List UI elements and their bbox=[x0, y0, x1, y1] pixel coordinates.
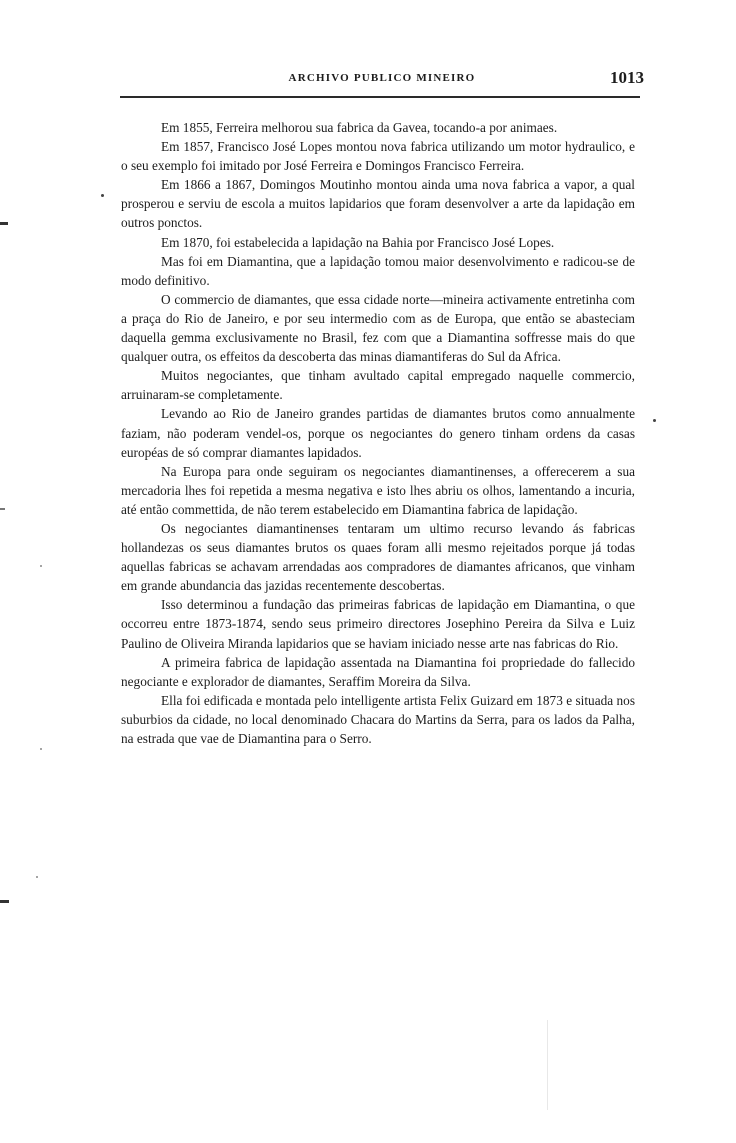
scan-margin-mark bbox=[0, 508, 5, 510]
paragraph: Em 1855, Ferreira melhorou sua fabrica da Gavea, tocando-a por animaes. bbox=[161, 120, 558, 135]
paragraph: Levando ao Rio de Janeiro grandes partidas de diamantes brutos como annualmente faziam, não poderam vendel-os, porque os negociantes do genero tinham ordens da casas européas de só comprar diamantes lapidados. bbox=[121, 406, 635, 460]
header-rule bbox=[120, 96, 640, 98]
scan-speck bbox=[36, 876, 38, 878]
paragraph: Mas foi em Diamantina, que a lapidação tomou maior desenvolvimento e radicou-se de modo definitivo. bbox=[121, 253, 635, 288]
scan-artifact-line bbox=[547, 1020, 548, 1110]
scan-speck bbox=[101, 194, 104, 197]
paragraph: A primeira fabrica de lapidação assentada na Diamantina foi propriedade do fallecido negociante e explorador de diamantes, Seraffim Moreira da Silva. bbox=[121, 654, 635, 689]
scan-margin-mark bbox=[0, 222, 8, 225]
page-header bbox=[120, 70, 644, 92]
scan-speck bbox=[653, 419, 656, 422]
paragraph: Na Europa para onde seguiram os negociantes diamantinenses, a offerecerem a sua mercadoria lhes foi repetida a mesma negativa e isto lhes abriu os olhos, lamentando a incuria, até então commettida, de não terem estabelecido em Diamantina fabrica de lapidação. bbox=[121, 463, 635, 517]
paragraph: Os negociantes diamantinenses tentaram um ultimo recurso levando ás fabricas hollandezas os seus diamantes brutos os quaes foram alli mesmo rejeitados porque já todas aquellas fabricas se achavam arrendadas aos compradores de diamantes africanos, que vinham em grande abundancia das jazidas recentemente descobertas. bbox=[121, 520, 635, 594]
scan-speck bbox=[40, 748, 42, 750]
paragraph: Muitos negociantes, que tinham avultado capital empregado naquelle commercio, arruinaram-se completamente. bbox=[121, 368, 635, 403]
body-text bbox=[121, 118, 635, 748]
scan-speck bbox=[40, 565, 42, 567]
page-number: 1013 bbox=[610, 68, 644, 87]
paragraph: Isso determinou a fundação das primeiras fabricas de lapidação em Diamantina, o que occorreu entre 1873-1874, sendo seus primeiro directores Josephino Pereira da Silva e Luiz Paulino de Oliveira Miranda lapidarios que se haviam iniciado nesse arte nas fabricas do Rio. bbox=[121, 597, 635, 651]
paragraph: Em 1870, foi estabelecida a lapidação na Bahia por Francisco José Lopes. bbox=[161, 234, 555, 250]
paragraph: Em 1857, Francisco José Lopes montou nova fabrica utilizando um motor hydraulico, e o seu exemplo foi imitado por José Ferreira e Domingos Francisco Ferreira. bbox=[121, 139, 635, 174]
paragraph: Ella foi edificada e montada pelo intelligente artista Felix Guizard em 1873 e situada nos suburbios da cidade, no local denominado Chacara do Martins da Serra, para os lados da Palha, na estrada que vae de Diamantina para o Serro. bbox=[121, 692, 635, 746]
paragraph: O commercio de diamantes, que essa cidade norte—mineira activamente entretinha com a praça do Rio de Janeiro, e por seu intermedio com as de Europa, que então se abasteciam daquella gemma exclusivamente no Brasil, fez com que a Diamantina soffresse mais do que qualquer outra, os effeitos da descoberta das minas diamantiferas do Sul da Africa. bbox=[121, 291, 635, 365]
scan-margin-mark bbox=[0, 900, 9, 903]
paragraph: Em 1866 a 1867, Domingos Moutinho montou ainda uma nova fabrica a vapor, a qual prosperou e serviu de escola a muitos lapidarios que foram desenvolver a arte da lapidação em outros ponctos. bbox=[121, 177, 635, 231]
running-title: ARCHIVO PUBLICO MINEIRO bbox=[288, 72, 476, 84]
